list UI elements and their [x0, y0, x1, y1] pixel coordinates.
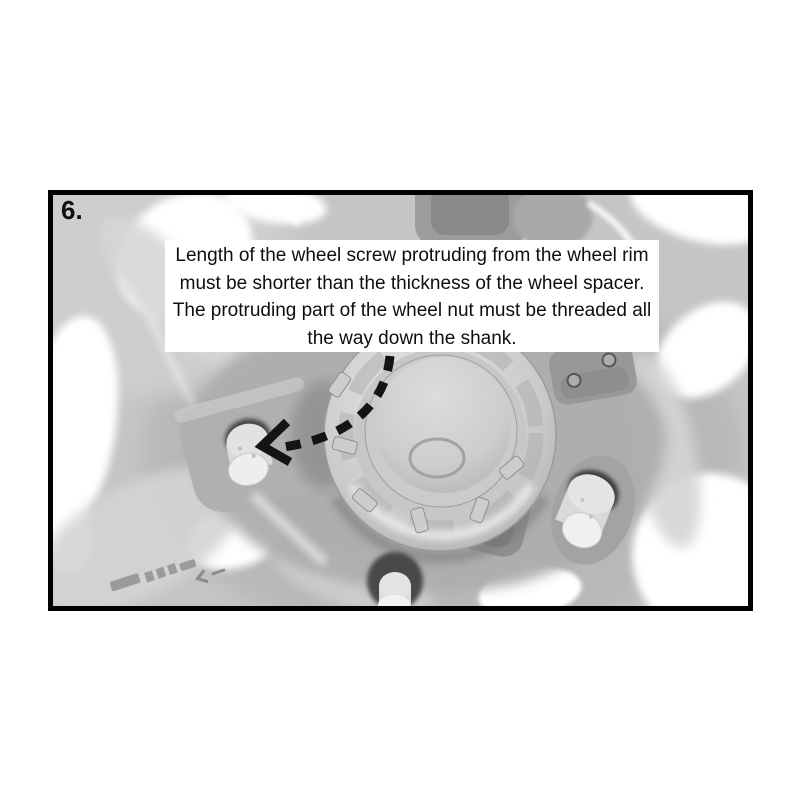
figure-frame — [48, 190, 753, 611]
caption-box — [165, 240, 659, 352]
caption-line-1: Length of the wheel screw protruding from the wheel rim — [175, 245, 649, 266]
caption-line-4: the way down the shank. — [307, 327, 517, 349]
hub-bore — [324, 319, 556, 557]
caption-line-2: must be shorter than the thickness of the wheel spacer. — [179, 272, 645, 294]
step-number: 6. — [61, 195, 83, 225]
caption-line-3: The protruding part of the wheel nut must be threaded all — [172, 300, 652, 321]
